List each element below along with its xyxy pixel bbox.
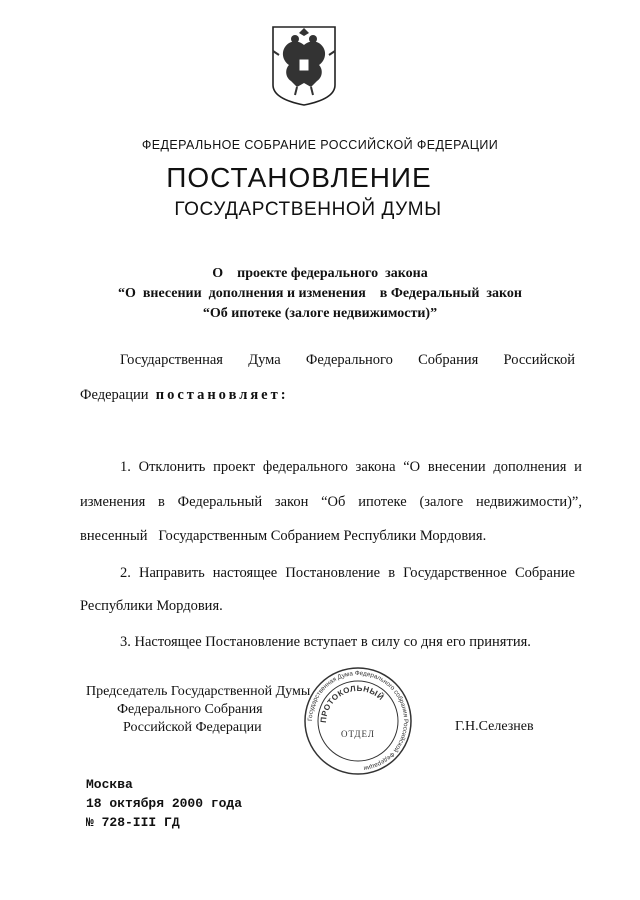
item-1-line-3: внесенный Государственным Собранием Республики Мордовия. — [80, 528, 487, 544]
signatory-title-line: Председатель Государственной Думы — [86, 684, 311, 699]
intro-line-1 — [120, 352, 575, 369]
item-3: 3. Настоящее Постановление вступает в силу со дня его принятия. — [120, 634, 531, 650]
word: Государственное — [403, 565, 507, 581]
word: недвижимости)”, — [476, 494, 582, 510]
word: Постановление — [285, 565, 381, 581]
double-headed-eagle-icon — [271, 25, 337, 107]
intro-line-2 — [80, 387, 582, 404]
signature-block — [86, 683, 310, 737]
signatory-title-line: Федерального Собрания — [117, 702, 263, 717]
word: “О — [403, 459, 421, 475]
subject-line: О проекте федерального закона — [212, 266, 428, 281]
item-2-line-2: Республики Мордовия. — [80, 598, 223, 614]
word: федерального — [262, 459, 348, 475]
word: Отклонить — [138, 459, 206, 475]
document-number: № 728-III ГД — [86, 815, 180, 830]
subject-line: “Об ипотеке (залоге недвижимости)” — [202, 306, 438, 321]
word: 1. — [120, 459, 131, 475]
svg-text:ПРОТОКОЛЬНЫЙ — [319, 684, 386, 723]
word: Собрания — [418, 352, 479, 368]
word: в — [158, 494, 165, 510]
resolution-verb: постановляет: — [155, 387, 289, 403]
word: Российской — [503, 352, 575, 368]
word: (залоге — [419, 494, 464, 510]
word: Федерального — [305, 352, 393, 368]
word: 2. — [120, 565, 131, 581]
document-type-subtitle: ГОСУДАРСТВЕННОЙ ДУМЫ — [174, 199, 442, 220]
signatory-title-line: Российской Федерации — [123, 720, 262, 735]
word: Собрание — [514, 565, 575, 581]
city: Москва — [86, 777, 133, 792]
item-2-line-1 — [120, 565, 575, 582]
stamp-outer-text: Государственная Дума Федерального собрания Российской Федерации — [306, 669, 410, 772]
word: настоящее — [212, 565, 278, 581]
word: “Об — [321, 494, 346, 510]
item-1-line-1 — [120, 459, 582, 476]
word: закон — [274, 494, 309, 510]
word: Направить — [138, 565, 205, 581]
word: Дума — [248, 352, 281, 368]
document-footer — [86, 775, 242, 832]
word: ипотеке — [358, 494, 407, 510]
word: закона — [355, 459, 396, 475]
stamp-inner-text: ПРОТОКОЛЬНЫЙ — [318, 683, 386, 724]
word: дополнения — [493, 459, 567, 475]
word: Федерации — [80, 387, 149, 403]
word: проект — [213, 459, 256, 475]
document-subject — [0, 264, 640, 324]
date: 18 октября 2000 года — [86, 796, 243, 811]
word: и — [574, 459, 582, 475]
document-type: ПОСТАНОВЛЕНИЕ — [166, 162, 432, 193]
word: Государственная — [120, 352, 223, 368]
stamp-center-text: ОТДЕЛ — [340, 729, 376, 739]
word: в — [388, 565, 396, 581]
subject-line: “О внесении дополнения и изменения в Федеральный закон — [117, 286, 523, 301]
assembly-name: ФЕДЕРАЛЬНОЕ СОБРАНИЕ РОССИЙСКОЙ ФЕДЕРАЦИИ — [141, 138, 499, 152]
word: Федеральный — [177, 494, 263, 510]
word: изменения — [80, 494, 146, 510]
word: внесении — [427, 459, 486, 475]
official-stamp — [302, 665, 414, 777]
item-1-line-2 — [80, 494, 582, 511]
signer-name: Г.Н.Селезнев — [455, 719, 534, 734]
